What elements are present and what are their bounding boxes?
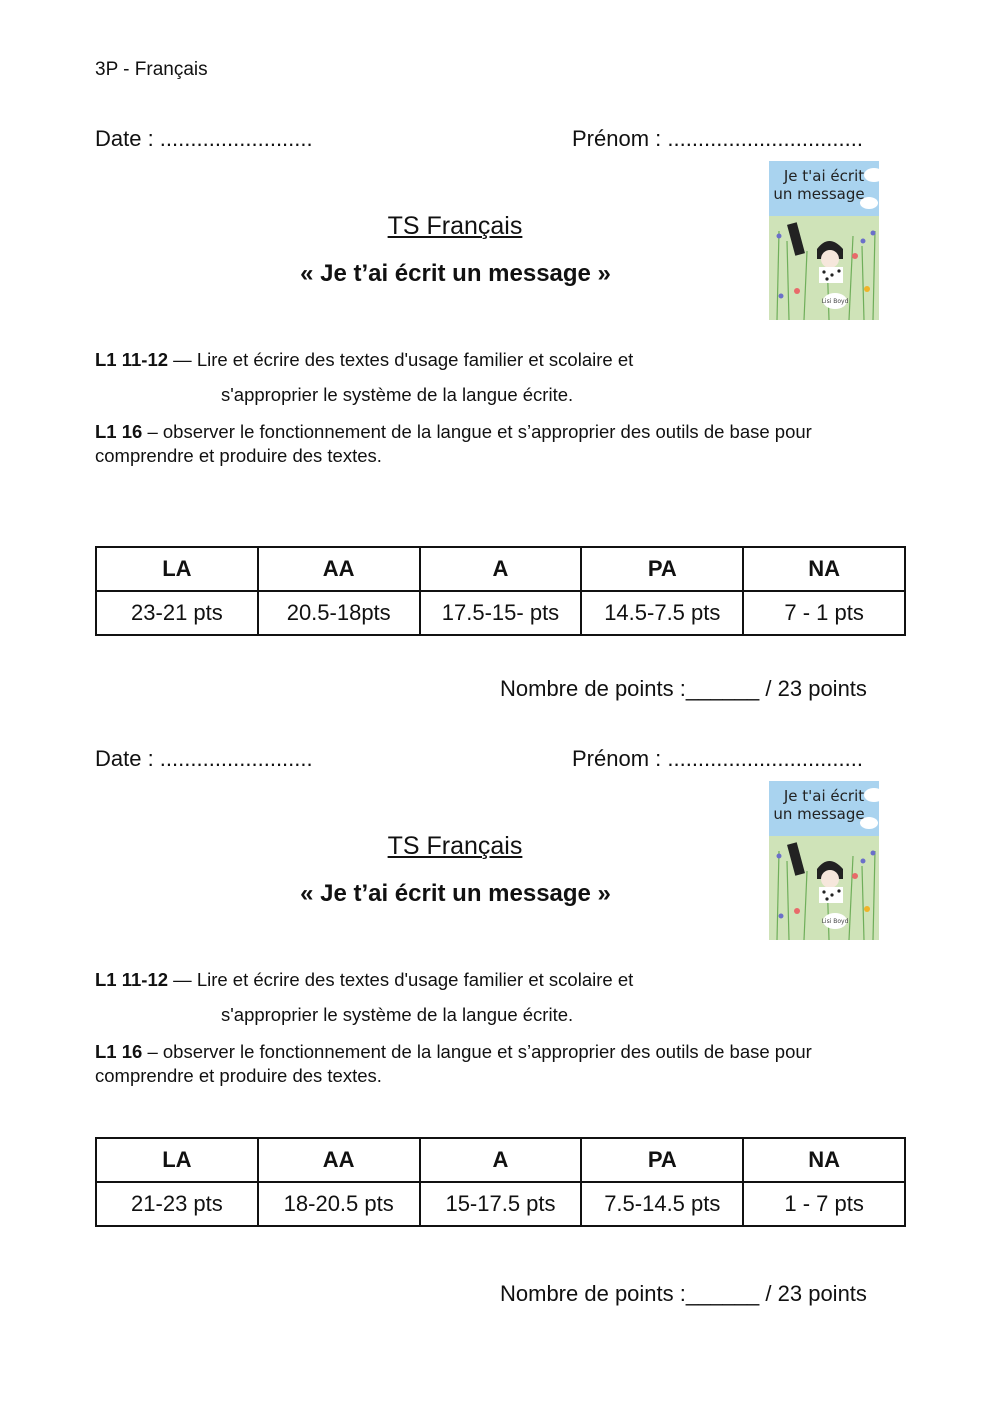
objective-code: L1 11-12: [95, 969, 169, 990]
book-cover-image: [769, 781, 879, 940]
objective-continuation: s'approprier le système de la langue écrite.: [221, 384, 574, 405]
date-field[interactable]: Date : .........................: [95, 746, 313, 771]
prenom-field[interactable]: Prénom : ................................: [572, 746, 863, 771]
header-la: LA: [96, 547, 258, 591]
book-cover-image: [769, 161, 879, 320]
prenom-field[interactable]: Prénom : ................................: [572, 126, 863, 151]
book-title: « Je t’ai écrit un message »: [300, 260, 611, 287]
header-na: NA: [743, 1138, 905, 1182]
header-pa: PA: [581, 1138, 743, 1182]
grading-scale-table: [95, 1137, 906, 1227]
table-header-row: [96, 547, 905, 591]
points-field[interactable]: Nombre de points :______ / 23 points: [500, 1281, 867, 1306]
objective-separator: —: [168, 349, 197, 370]
objective-separator: –: [142, 421, 163, 442]
header-aa: AA: [258, 547, 420, 591]
header-a: A: [420, 1138, 582, 1182]
table-header-row: [96, 1138, 905, 1182]
cover-title-line1: Je t'ai écrit: [783, 167, 865, 185]
cover-author: Lisi Boyd: [821, 918, 849, 925]
sheet-title: TS Français: [387, 832, 523, 860]
cover-title-line1: Je t'ai écrit: [783, 787, 865, 805]
objective-text: observer le fonctionnement de la langue et s’approprier des outils de base pour comprendre et produire des textes.: [95, 421, 812, 466]
cover-title-line2: un message: [773, 805, 865, 823]
value-a: 15-17.5 pts: [420, 1182, 582, 1226]
value-la: 23-21 pts: [96, 591, 258, 635]
sheet-title: TS Français: [387, 212, 523, 240]
table-row: [96, 591, 905, 635]
book-title: « Je t’ai écrit un message »: [300, 880, 611, 907]
value-aa: 20.5-18pts: [258, 591, 420, 635]
objective-text: Lire et écrire des textes d'usage familier et scolaire et: [196, 969, 634, 990]
header-na: NA: [743, 547, 905, 591]
objective-l1-11-12: [95, 348, 895, 372]
value-pa: 14.5-7.5 pts: [581, 591, 743, 635]
value-a: 17.5-15- pts: [420, 591, 582, 635]
objective-continuation: s'approprier le système de la langue écrite.: [221, 1004, 574, 1025]
objective-l1-16: [95, 1040, 895, 1088]
table-row: [96, 1182, 905, 1226]
objective-l1-11-12: [95, 968, 895, 992]
objective-text: observer le fonctionnement de la langue et s’approprier des outils de base pour comprendre et produire des textes.: [95, 1041, 812, 1086]
value-pa: 7.5-14.5 pts: [581, 1182, 743, 1226]
class-subject-label: 3P - Français: [95, 59, 208, 80]
objective-separator: –: [142, 1041, 163, 1062]
objective-code: L1 16: [95, 1041, 143, 1062]
objective-l1-16: [95, 420, 895, 468]
cover-title-line2: un message: [773, 185, 865, 203]
objective-code: L1 11-12: [95, 349, 169, 370]
value-na: 7 - 1 pts: [743, 591, 905, 635]
points-field[interactable]: Nombre de points :______ / 23 points: [500, 676, 867, 701]
header-pa: PA: [581, 547, 743, 591]
value-na: 1 - 7 pts: [743, 1182, 905, 1226]
grading-scale-table: [95, 546, 906, 636]
date-field[interactable]: Date : .........................: [95, 126, 313, 151]
header-la: LA: [96, 1138, 258, 1182]
objective-text: Lire et écrire des textes d'usage familier et scolaire et: [196, 349, 634, 370]
header-aa: AA: [258, 1138, 420, 1182]
header-a: A: [420, 547, 582, 591]
cover-author: Lisi Boyd: [821, 298, 849, 305]
objective-separator: —: [168, 969, 197, 990]
value-aa: 18-20.5 pts: [258, 1182, 420, 1226]
value-la: 21-23 pts: [96, 1182, 258, 1226]
objective-code: L1 16: [95, 421, 143, 442]
